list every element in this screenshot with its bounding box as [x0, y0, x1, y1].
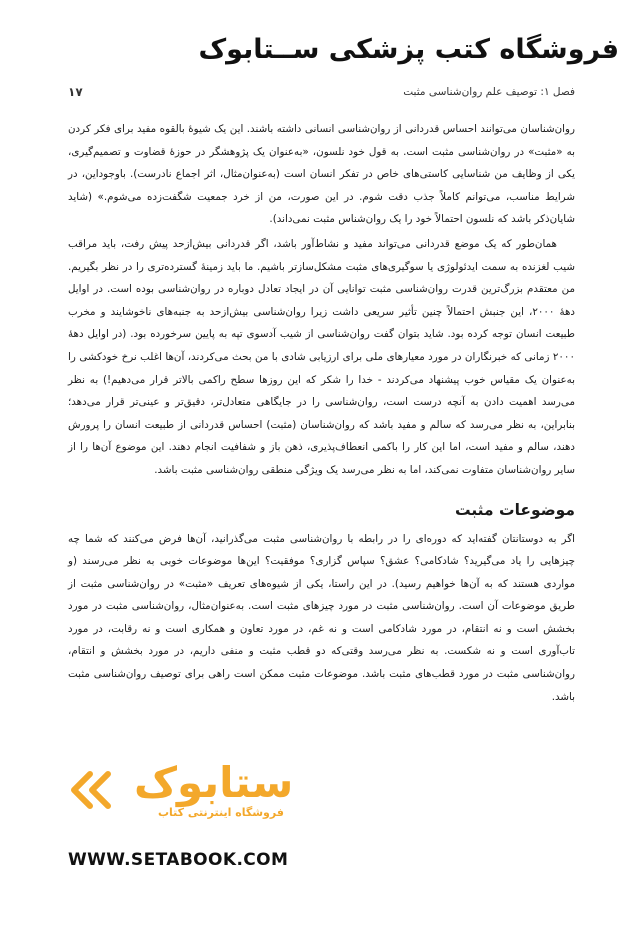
watermark-logo: [68, 758, 338, 836]
paragraph-2: همان‌طور که یک موضع قدردانی می‌تواند مفید و نشاط‌آور باشد، اگر قدردانی بیش‌ازحد پیش رفت، باید مراقب شیب لغزنده به سمت ایدئولوژی یا سوگیری‌های مثبت مشکل‌سازتر باشیم. ما باید زمینهٔ گسترده‌تری را در نظر بگیریم. من معتقدم بزرگ‌ترین قدرت روان‌شناسی مثبت توانایی آن در ایجاد تعادل دوباره در روان‌شناسی بوده است. در اوایل دههٔ ۲۰۰۰، این جنبش احتمالاً چنین تأثیر سریعی داشت زیرا روان‌شناسی بیش‌ازحد به جنبه‌های ناخوشایند و مخرب طبیعت انسان توجه کرده بود. شاید بتوان گفت روان‌شناسی از شیب آدسوی تپه به پایین سرخورده بود. (در اوایل دههٔ ۲۰۰۰ زمانی که خبرنگاران در مورد معیارهای ملی برای ارزیابی شادی با من بحث می‌کردند، آن‌ها اغلب نرخ خودکشی را به‌عنوان یک مقیاس خوب پیشنهاد می‌کردند - خدا را شکر که این روزها سطح راکمی بالاتر قرار می‌دهیم!) به نظر می‌رسد اهمیت دادن به آنچه درست است، روان‌شناسی را در جایگاهی متعادل‌تر، دقیق‌تر و عینی‌تر قرار می‌دهد؛ بنابراین، به نظر می‌رسد که سالم و مفید باشد که روان‌شناسان (مثبت) احساس قدردانی از طبیعت انسان را پرورش دهند، سالم و مفید است، اما این کار را باکمی انعطاف‌پذیری، ذهن باز و شفافیت انجام دهند. این موضوع آن‌ها را از سایر روان‌شناسان متفاوت نمی‌کند، اما به نظر می‌رسد یک ویژگی منطقی روان‌شناسی مثبت باشد.: [68, 237, 576, 476]
chapter-title: فصل ۱: توصیف علم روان‌شناسی مثبت: [403, 86, 575, 98]
paragraph-1: روان‌شناسان می‌توانند احساس قدردانی از روان‌شناسی انسانی داشته باشند. این یک شیوهٔ بالقوه مفید برای فکر کردن به «مثبت» در روان‌شناسی مثبت است. به قول خود نلسون، «به‌عنوان یک پژوهشگر در حوزهٔ قضاوت و تصمیم‌گیری، یکی از وظایف من شناسایی کاستی‌های خاص در تفکر انسان است (به‌عنوان‌مثال، اثر اجماع نادرست). باوجوداین، در شرایط مناسب، می‌توانم کاملاً جذب دقت شوم. در این صورت، من از خرد جمعیت شگفت‌زده می‌شوم.» (شاید شایان‌ذکر باشد که نلسون احتمالاً خود را یک روان‌شناس مثبت نمی‌داند).: [68, 123, 575, 226]
site-url: WWW.SETABOOK.COM: [68, 850, 289, 870]
paragraph-3: اگر به دوستانتان گفته‌اید که دوره‌ای را در رابطه با روان‌شناسی مثبت می‌گذرانید، آن‌ها فرض می‌کنند که شما چه چیزهایی را یاد می‌گیرید؟ شادکامی؟ عشق؟ سپاس گزاری؟ موفقیت؟ این‌ها موضوعات خوبی به نظر می‌رسند (و مواردی هستند که به آن‌ها خواهیم رسید). در این راستا، یکی از شیوه‌های تعریف «مثبت» در روان‌شناسی مثبت از طریق موضوعات آن است. روان‌شناسی مثبت در مورد چیزهای مثبت است. به‌عنوان‌مثال، روان‌شناسی مثبت در مورد بخشش است و نه انتقام، در مورد شادکامی است و نه غم، در مورد تعاون و همکاری است و نه رقابت، در مورد تاب‌آوری است و نه شکست. به نظر می‌رسد وقتی‌که دو قطب مثبت و منفی داریم، در مورد بخشش و انتقام، روان‌شناسی مثبت در مورد قطب‌های مثبت باشد. موضوعات مثبت ممکن است راهی برای توصیف روان‌شناسی مثبت باشد.: [68, 532, 575, 703]
store-title: فروشگاه کتب پزشکی ســتابوک: [198, 34, 619, 65]
running-head: [68, 84, 575, 100]
page-body: [68, 118, 575, 710]
watermark-tagline: فروشگاه اینترنتی کتاب: [158, 806, 284, 819]
watermark-brand: ستابوک: [134, 758, 294, 807]
double-chevron-icon: [68, 770, 128, 810]
page-number: ۱۷: [68, 85, 83, 99]
section-heading: موضوعات مثبت: [454, 500, 575, 519]
